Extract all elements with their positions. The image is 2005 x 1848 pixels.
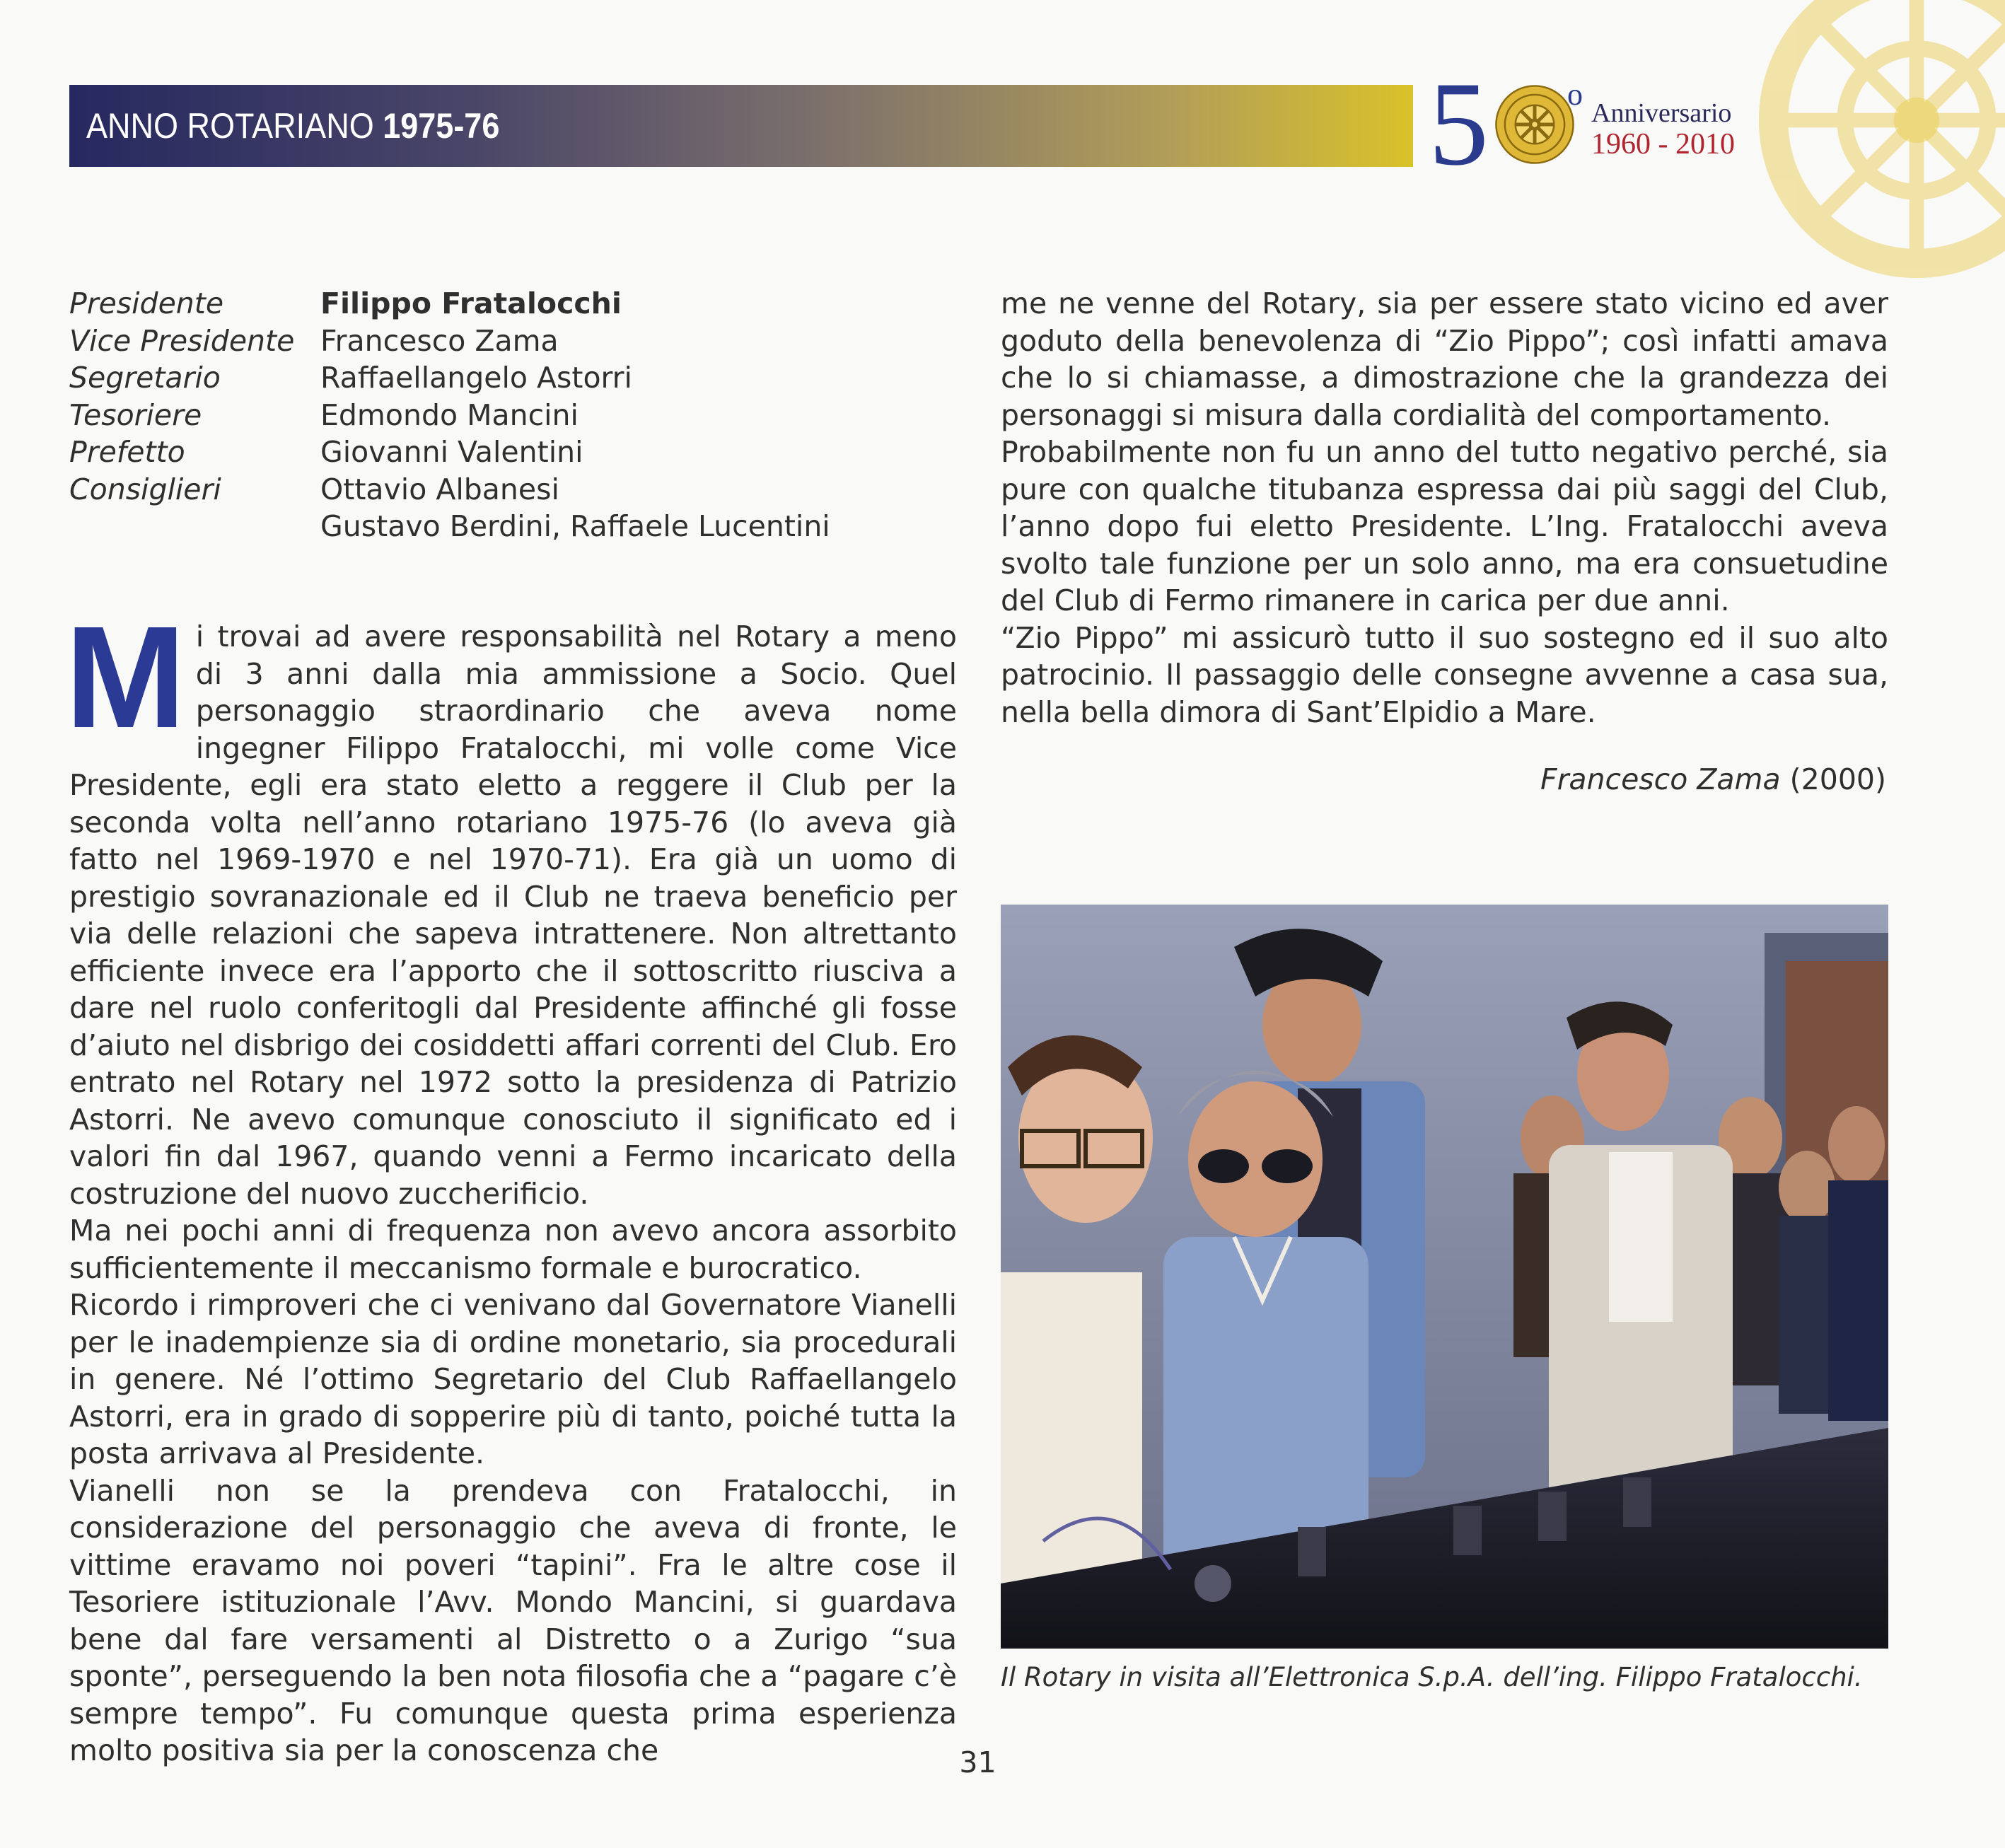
officer-name: Filippo Fratalocchi <box>320 286 622 320</box>
article-right-column <box>1001 285 1888 731</box>
article-signature <box>1540 762 1886 796</box>
officer-role: Prefetto <box>69 435 185 469</box>
header-title-prefix: ANNO ROTARIANO <box>86 106 374 146</box>
article-paragraph: Vianelli non se la prendeva con Fratalocchi, in considerazione del personaggio che aveva di fronte, le vittime eravamo noi poveri “tapini”. Fra le altre cose il Tesoriere istituzionale l’Avv. Mondo Mancini, si guardava bene dal fare versamenti al Distretto o a Zurigo “sua sponte”, perseguendo la ben nota filosofia che a “pagare c’è sempre tempo”. Fu comunque questa prima esperienza molto positiva sia per la conoscenza che <box>69 1473 957 1767</box>
photo-illustration <box>1001 905 1888 1649</box>
header-bar <box>69 85 1413 167</box>
article-paragraph: Ricordo i rimproveri che ci venivano dal Governatore Vianelli per le inadempienze sia di ordine monetario, sia procedurali in genere. Né l’ottimo Segretario del Club Raffaellangelo Astorri, era in grado di sopperire più di tanto, poiché tutta la posta arrivava al Presidente. <box>69 1288 957 1470</box>
officer-role: Tesoriere <box>69 397 202 432</box>
officer-row <box>69 508 830 545</box>
officer-role <box>69 508 320 545</box>
officer-name: Edmondo Mancini <box>320 397 579 432</box>
rotary-wheel-watermark-icon <box>1754 0 2005 283</box>
badge-ordinal: o <box>1567 77 1583 112</box>
officer-role: Segretario <box>69 361 221 395</box>
badge-label: Anniversario <box>1591 98 1732 128</box>
page-number: 31 <box>959 1745 996 1779</box>
officer-role: Vice Presidente <box>69 323 295 358</box>
article-paragraph: Probabilmente non fu un anno del tutto negativo perché, sia pure con qualche titubanza espressa dai più saggi del Club, l’anno dopo fui eletto Presidente. L’Ing. Fratalocchi aveva svolto tale funzione per un solo anno, ma era consuetudine del Club di Fermo rimanere in carica per due anni. <box>1001 435 1888 617</box>
badge-number: 5 <box>1429 57 1489 190</box>
officer-name: Francesco Zama <box>320 323 559 358</box>
article-paragraph: “Zio Pippo” mi assicurò tutto il suo sostegno ed il suo alto patrocinio. Il passaggio delle consegne avvenne a casa sua, nella bella dimora di Sant’Elpidio a Mare. <box>1001 620 1888 729</box>
drop-cap: M <box>65 596 186 758</box>
badge-years: 1960 - 2010 <box>1591 128 1735 161</box>
officer-name: Giovanni Valentini <box>320 435 583 469</box>
officer-row <box>69 397 830 434</box>
officer-row <box>69 471 830 509</box>
header-title <box>86 85 499 167</box>
header-title-year: 1975-76 <box>383 106 500 146</box>
officers-list <box>69 285 830 545</box>
article-photo <box>1001 905 1888 1649</box>
officer-role: Presidente <box>69 286 224 320</box>
anniversary-badge <box>1429 57 1740 190</box>
officer-row <box>69 285 830 322</box>
rotary-wheel-icon <box>1491 81 1579 168</box>
officer-name: Gustavo Berdini, Raffaele Lucentini <box>320 509 830 543</box>
officer-row <box>69 359 830 397</box>
signature-year: (2000) <box>1789 762 1886 796</box>
officer-row <box>69 322 830 360</box>
officer-name: Ottavio Albanesi <box>320 472 559 506</box>
article-paragraph: Ma nei pochi anni di frequenza non avevo ancora assorbito sufficientemente il meccanismo formale e burocratico. <box>69 1214 957 1285</box>
article-paragraph: me ne venne del Rotary, sia per essere stato vicino ed aver goduto della benevolenza di “Zio Pippo”; così infatti amava che lo si chiamasse, a dimostrazione che la grandezza dei personaggi si misura dalla cordialità del comportamento. <box>1001 286 1888 432</box>
article-paragraph: i trovai ad avere responsabilità nel Rotary a meno di 3 anni dalla mia ammissione a Socio. Quel personaggio straordinario che aveva nome ingegner Filippo Fratalocchi, mi volle come Vice Presidente, egli era stato eletto a reggere il Club per la seconda volta nell’anno rotariano 1975-76 (lo aveva già fatto nel 1969-1970 e nel 1970-71). Era già un uomo di prestigio sovranazionale ed il Club ne traeva beneficio per via delle relazioni che sapeva intrattenere. Non altrettanto efficiente invece era l’apporto che il sottoscritto riusciva a dare nel ruolo conferitogli dal Presidente affinché gli fosse d’aiuto nel disbrigo dei cosiddetti affari correnti del Club. Ero entrato nel Rotary nel 1972 sotto la presidenza di Patrizio Astorri. Ne avevo comunque conosciuto il significato ed i valori fin dal 1967, quando venni a Fermo incaricato della costruzione del nuovo zuccherificio. <box>69 620 957 1211</box>
officer-row <box>69 434 830 471</box>
officer-name: Raffaellangelo Astorri <box>320 361 632 395</box>
officer-role: Consiglieri <box>69 472 221 506</box>
photo-caption: Il Rotary in visita all’Elettronica S.p.A. dell’ing. Filippo Fratalocchi. <box>1001 1662 1863 1692</box>
signature-name: Francesco Zama <box>1540 762 1781 796</box>
article-left-column <box>65 596 957 1769</box>
